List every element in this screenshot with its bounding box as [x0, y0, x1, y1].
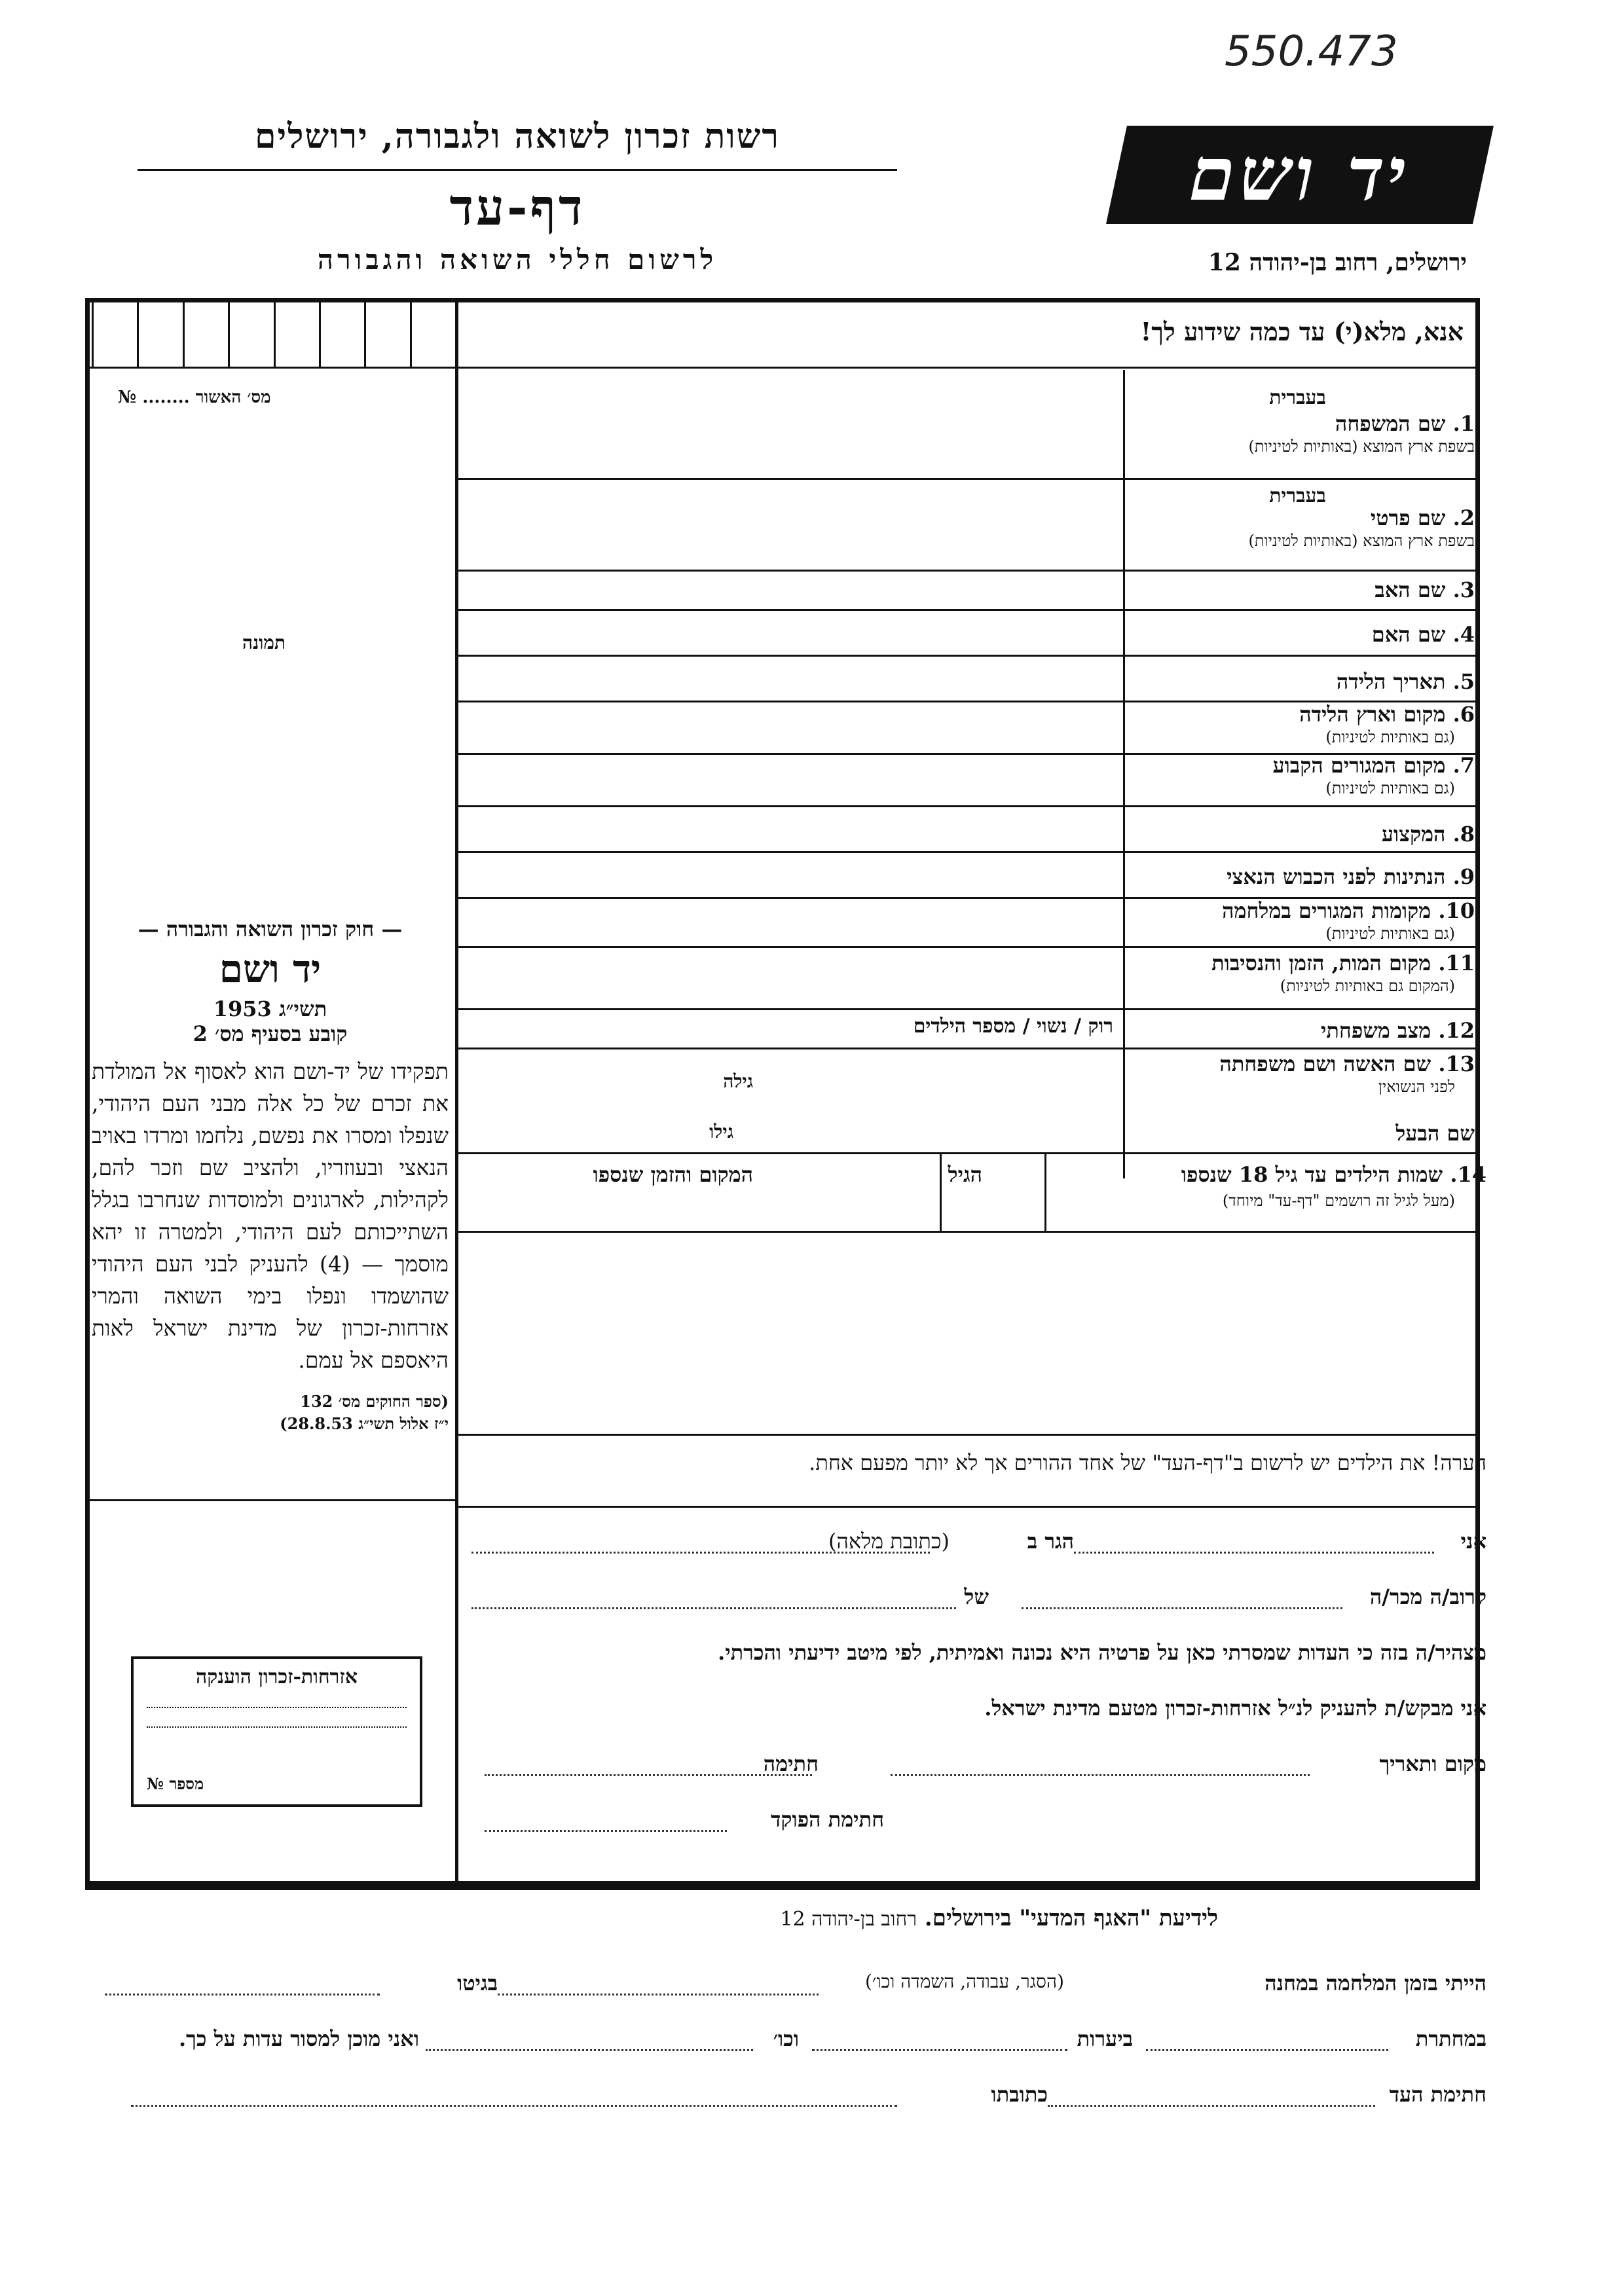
seal-number-label: מספר №: [147, 1774, 204, 1793]
lower-line1-a: הייתי בזמן המלחמה במחנה: [1264, 1971, 1486, 1995]
bottom-rule: [85, 1886, 1480, 1890]
field-8: 8. המקצוע: [1381, 822, 1475, 847]
field-13-sub: לפני הנשואין: [1378, 1078, 1455, 1096]
decl-lives-in: הגר ב: [1027, 1529, 1074, 1554]
field-9: 9. הנתינות לפני הכבוש הנאצי: [1227, 864, 1475, 889]
lower-line3-b: כתובתו: [991, 2082, 1048, 2107]
field-14: 14. שמות הילדים עד גיל 18 שנספו: [1181, 1162, 1486, 1187]
wife-age-label: גילה: [723, 1070, 753, 1092]
field-14-sub: (מעל לגיל זה רושמים "דף-עד" מיוחד): [1222, 1192, 1455, 1210]
law-name: יד ושם: [219, 947, 322, 991]
field-11-sub: (המקום גם באותיות לטיניות): [1280, 977, 1455, 995]
decl-full-address: (כתובת מלאה): [828, 1529, 950, 1554]
field-10: 10. מקומות המגורים במלחמה: [1222, 898, 1475, 923]
rule: [85, 1499, 458, 1501]
field-1-sub: בשפת ארץ המוצא (באותיות לטיניות): [1248, 437, 1475, 456]
field-12: 12. מצב משפחתי: [1321, 1018, 1475, 1043]
decl-of: של: [964, 1584, 989, 1609]
field-5: 5. תאריך הלידה: [1336, 669, 1475, 694]
law-year: תשי״ג 1953: [213, 996, 327, 1021]
field-11: 11. מקום המות, הזמן והנסיבות: [1211, 951, 1475, 975]
authority-name: רשות זכרון לשואה ולגבורה, ירושלים: [255, 117, 780, 156]
field-3: 3. שם האב: [1375, 577, 1475, 602]
law-heading: — חוק זכרון השואה והגבורה —: [138, 917, 403, 941]
photo-label: תמונה: [242, 632, 286, 653]
law-clause: קובע בסעיף מס׳ 2: [193, 1021, 348, 1046]
header-rule: [138, 169, 897, 171]
lower-line1-c: בגיטו: [457, 1971, 498, 1995]
rule: [85, 367, 1480, 369]
lower-line2-d: ואני מוכן למסור עדות על כך.: [178, 2026, 419, 2051]
label-column-divider: [1123, 370, 1125, 1178]
reference-number: 550.473: [1225, 27, 1398, 76]
field-10-sub: (גם באותיות לטיניות): [1325, 924, 1455, 943]
decl-statement: מצהיר/ה בזה כי העדות שמסרתי כאן על פרטיה היא נכונה ואמיתית, לפי מיטב ידיעתי והכרתי.: [718, 1640, 1486, 1665]
lower-line2-c: וכו׳: [773, 2026, 799, 2051]
certificate-number-label: מס׳ האשור ........ №: [118, 388, 271, 407]
field-1: 1. שם המשפחה: [1335, 411, 1475, 436]
field-6: 6. מקום וארץ הלידה: [1299, 702, 1475, 727]
decl-signature: חתימה: [763, 1751, 819, 1776]
decl-place-date: מקום ותאריך: [1379, 1751, 1486, 1776]
children-place-column: המקום והזמן שנספו: [593, 1162, 753, 1187]
in-hebrew-1: בעברית: [1269, 386, 1326, 409]
field-2: 2. שם פרטי: [1370, 505, 1475, 530]
header-address: ירושלים, רחוב בן-יהודה 12: [1208, 249, 1467, 276]
children-note: הערה! את הילדים יש לרשום ב"דף-העד" של אחד ההורים אך לא יותר מפעם אחת.: [809, 1450, 1486, 1475]
memorial-citizenship-box: [131, 1656, 422, 1807]
field-7: 7. מקום המגורים הקבוע: [1272, 753, 1475, 778]
lower-title: לידיעת "האגף המדעי" בירושלים. רחוב בן-יהודה 12: [780, 1905, 1218, 1931]
field-2-sub: בשפת ארץ המוצא (באותיות לטיניות): [1248, 532, 1475, 550]
office-use-boxes: [92, 301, 455, 367]
decl-request: אני מבקש/ת להעניק לנ״ל אזרחות-זכרון מטעם מדינת ישראל.: [984, 1696, 1486, 1721]
law-source-2: י״ז אלול תשי״ג 28.8.53): [280, 1414, 449, 1433]
lower-line1-b: (הסגר, עבודה, השמדה וכו׳): [864, 1971, 1064, 1992]
decl-relative: קרוב/ה מכר/ה: [1369, 1584, 1486, 1609]
lower-line2-a: במחתרת: [1415, 2026, 1486, 2051]
field-7-sub: (גם באותיות לטיניות): [1325, 779, 1455, 797]
husband-age-label: גילו: [709, 1121, 733, 1142]
marital-options: רוק / נשוי / מספר הילדים: [913, 1015, 1113, 1038]
husband-name-label: שם הבעל: [1395, 1121, 1475, 1146]
seal-title: אזרחות-זכרון הוענקה: [195, 1666, 358, 1688]
in-hebrew-2: בעברית: [1269, 484, 1326, 507]
decl-official-signature: חתימת הפוקד: [771, 1807, 884, 1832]
field-6-sub: (גם באותיות לטיניות): [1325, 728, 1455, 746]
form-subtitle: לרשום חללי השואה והגבורה: [317, 244, 718, 276]
decl-i-am: אני: [1460, 1529, 1486, 1554]
law-source-1: (ספר החוקים מס׳ 132: [300, 1392, 449, 1411]
lower-line3-a: חתימת העד: [1389, 2082, 1486, 2107]
field-13: 13. שם האשה ושם משפחתה: [1219, 1051, 1475, 1076]
law-text: תפקידו של יד-ושם הוא לאסוף אל המולדת את זכרם של כל אלה מבני העם היהודי, שנפלו ומסרו את נפשם, נלחמו ומרדו באויב הנאצי ובעוזריו, ולהציב שם וזכר להם, לקהילות, לארגונים ולמוסדות שנחרבו בגלל השתייכותם לעם היהודי, ולמטרה זו יהא מוסמך — (4) להעניק לבני העם היהודי שהושמדו ונפלו בימי השואה והמרי אזרחות-זכרון של מדינת ישראל לאות היאספם אל עמם.: [92, 1059, 449, 1373]
field-4: 4. שם האם: [1371, 622, 1475, 647]
form-intro: אנא, מלא(י) עד כמה שידוע לך!: [1140, 317, 1464, 346]
form-title: דף-עד: [449, 178, 585, 236]
children-age-column: הגיל: [948, 1162, 982, 1187]
law-box: [92, 917, 449, 1435]
yad-vashem-logo: יד ושם: [1106, 126, 1494, 224]
lower-line2-b: ביערות: [1077, 2026, 1133, 2051]
